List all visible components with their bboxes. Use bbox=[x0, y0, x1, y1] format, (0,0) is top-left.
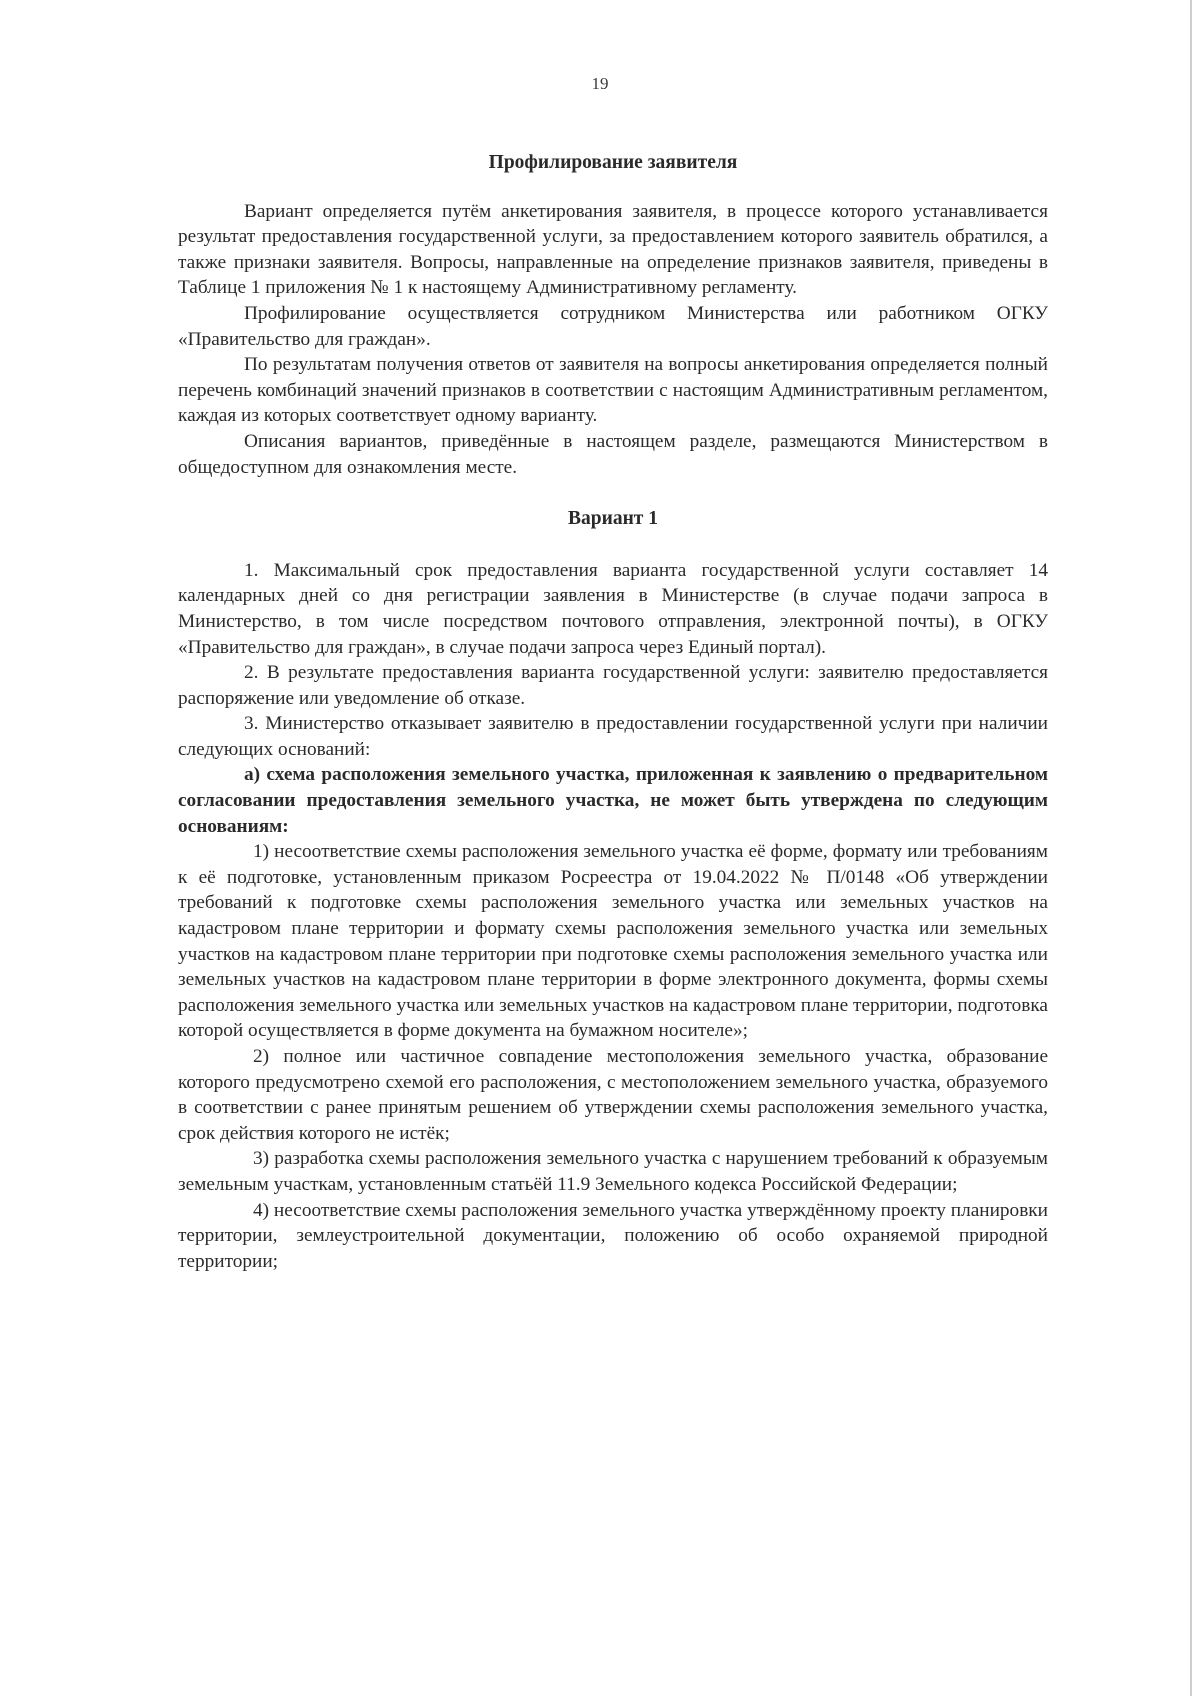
variant-paragraph: 3. Министерство отказывает заявителю в предоставлении государственной услуги при наличии следующих оснований: bbox=[178, 713, 1048, 760]
document-body bbox=[178, 150, 1048, 1274]
refusal-subitem: 2) полное или частичное совпадение местоположения земельного участка, образование которого предусмотрено схемой его расположения, с местоположением земельного участка, образуемого в соответствии с ранее принятым решением об утверждении схемы расположения земельного участка, срок действия которого не истёк; bbox=[178, 1046, 1048, 1144]
profiling-paragraph: Описания вариантов, приведённые в настоящем разделе, размещаются Министерством в общедоступном для ознакомления месте. bbox=[178, 430, 1048, 478]
page-number: 19 bbox=[591, 74, 609, 93]
refusal-subitem: 3) разработка схемы расположения земельного участка с нарушением требований к образуемым земельным участкам, установленным статьёй 11.9 Земельного кодекса Российской Федерации; bbox=[178, 1148, 1048, 1195]
section-title-variant-1: Вариант 1 bbox=[567, 508, 659, 530]
variant-paragraph: 2. В результате предоставления варианта государственной услуги: заявителю предоставляется распоряжение или уведомление об отказе. bbox=[178, 662, 1048, 709]
variant-paragraph: 1. Максимальный срок предоставления варианта государственной услуги составляет 14 календарных дней со дня регистрации заявления в Министерстве (в случае подачи запроса в Министерство, в том числе посредством почтового отправления, электронной почты), в ОГКУ «Правительство для граждан», в случае подачи запроса через Единый портал). bbox=[178, 559, 1048, 658]
profiling-paragraph: По результатам получения ответов от заявителя на вопросы анкетирования определяется полный перечень комбинаций значений признаков в соответствии с настоящим Административным регламентом, каждая из которых соответствует одному варианту. bbox=[178, 354, 1048, 427]
refusal-ground-a: а) схема расположения земельного участка, приложенная к заявлению о предварительном согласовании предоставления земельного участка, не может быть утверждена по следующим основаниям: bbox=[178, 764, 1048, 837]
profiling-paragraph: Профилирование осуществляется сотрудником Министерства или работником ОГКУ «Правительство для граждан». bbox=[178, 302, 1048, 350]
profiling-paragraph: Вариант определяется путём анкетирования заявителя, в процессе которого устанавливается результат предоставления государственной услуги, за предоставлением которого заявитель обратился, а также признаки заявителя. Вопросы, направленные на определение признаков заявителя, приведены в Таблице 1 приложения № 1 к настоящему Административному регламенту. bbox=[178, 200, 1048, 299]
refusal-subitem: 4) несоответствие схемы расположения земельного участка утверждённому проекту планировки территории, землеустроительной документации, положению об особо охраняемой природной территории; bbox=[178, 1199, 1048, 1272]
section-title-profiling: Профилирование заявителя bbox=[488, 152, 738, 173]
refusal-subitem: 1) несоответствие схемы расположения земельного участка её форме, формату или требованиям к её подготовке, установленным приказом Росреестра от 19.04.2022 № П/0148 «Об утверждении требований к подготовке схемы расположения земельного участка или земельных участков на кадастровом плане территории и формату схемы расположения земельного участка или земельных участков на кадастровом плане территории при подготовке схемы расположения земельного участка или земельных участков на кадастровом плане территории в форме электронного документа, формы схемы расположения земельного участка или земельных участков на кадастровом плане территории, подготовка которой осуществляется в форме документа на бумажном носителе»; bbox=[178, 841, 1048, 1042]
